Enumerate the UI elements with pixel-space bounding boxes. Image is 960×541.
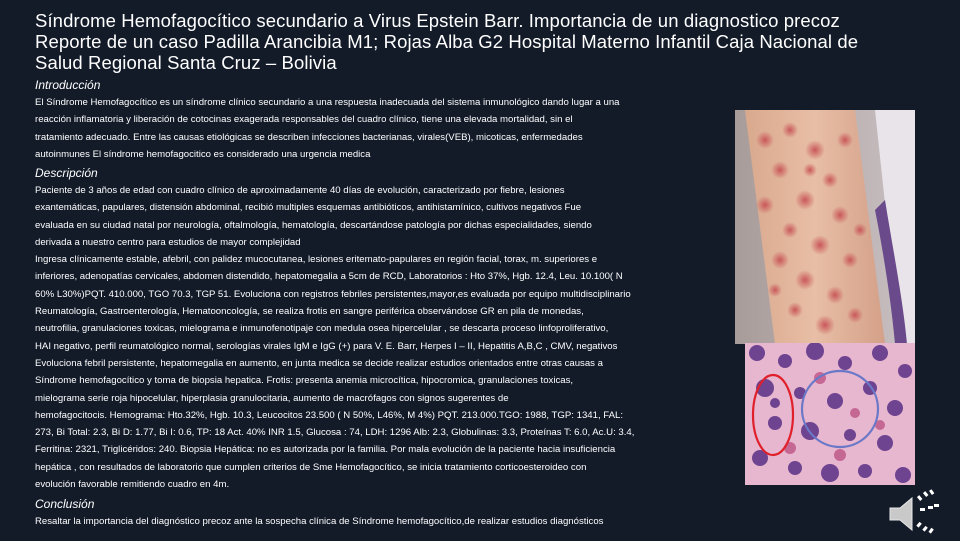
description-line: Reumatología, Gastroenterología, Hematooncología, se realiza frotis en sangre periférica observándose GR en pila de monedas, bbox=[35, 306, 584, 318]
title-line-2: Reporte de un caso Padilla Arancibia M1; Rojas Alba G2 Hospital Materno Infantil Caja Nacional de bbox=[35, 31, 859, 52]
skin-rash-photo bbox=[735, 110, 915, 344]
description-line: evaluada en su ciudad natal por neurología, oftalmología, hematología, descartándose patología por dichas especialidades, siendo bbox=[35, 219, 592, 231]
intro-text bbox=[35, 94, 620, 163]
description-line: neutrofilia, granulaciones toxicas, mielograma e inmunofenotipaje con medula osea hipercelular , se descarta proceso linfoproliferativo, bbox=[35, 323, 609, 335]
description-line: hepática , con resultados de laboratorio que cumplen criterios de Sme Hemofagocítico, se inicia tratamiento corticoesteroideo con bbox=[35, 461, 587, 473]
description-line: inferiores, adenopatías cervicales, abdomen distendido, hepatomegalia a 5cm de RCD, Laboratorios : Hto 37%, Hgb. 12.4, Leu. 10.100( N bbox=[35, 271, 623, 283]
description-line: Ingresa clínicamente estable, afebril, con palidez mucocutanea, lesiones eritemato-papulares en región facial, torax, m. superiores e bbox=[35, 254, 598, 266]
description-line: hemofagocitocis. Hemograma: Hto.32%, Hgb. 10.3, Leucocitos 23.500 ( N 50%, L46%, M 4%) PQT. 213.000.TGO: 1988, TGP: 1341, FAL: bbox=[35, 409, 624, 421]
conclusion-line: Resaltar la importancia del diagnóstico precoz ante la sospecha clínica de Síndrome hemofagocítico,de realizar estudios diagnósticos bbox=[35, 516, 604, 527]
description-line: HAI negativo, perfil reumatológico normal, serologías virales IgM e IgG (+) para V. E. Barr, Herpes I – II, Hepatitis A,B,C , CMV, negativos bbox=[35, 340, 618, 352]
intro-heading: Introducción bbox=[35, 78, 101, 92]
description-line: derivada a nuestro centro para estudios de mayor complejidad bbox=[35, 236, 301, 248]
intro-line: El Síndrome Hemofagocítico es un síndrome clínico secundario a una respuesta inadecuada del sistema inmunológico dando lugar a una bbox=[35, 97, 620, 108]
intro-line: tratamiento adecuado. Entre las causas etiológicas se describen infecciones bacterianas, virales(VEB), micoticas, enfermedades bbox=[35, 131, 583, 143]
description-line: 273, Bi Total: 2.3, Bi D: 1.77, Bi I: 0.6, TP: 18 Act. 40% INR 1.5, Glucosa : 74, LDH: 1296 Alb: 2.3, Globulinas: 3.3, Proteínas T: 6.0, Ac.U: 3.4, bbox=[35, 427, 635, 439]
speaker-icon[interactable] bbox=[884, 488, 942, 536]
description-line: 60% L30%)PQT. 410.000, TGO 70.3, TGP 51. Evoluciona con registros febriles persistentes,mayor,es evaluada por equipo multidisciplinario bbox=[35, 288, 631, 300]
conclusion-text bbox=[35, 513, 603, 530]
description-line: Paciente de 3 años de edad con cuadro clínico de aproximadamente 40 días de evolución, caracterizado por fiebre, lesiones bbox=[35, 185, 565, 196]
description-line: Ferritina: 2321, Triglicéridos: 240. Biopsia Hepática: no es autorizada por la familia. Por mala evolución de la paciente hacia insuficiencia bbox=[35, 444, 616, 456]
title-line-3: Salud Regional Santa Cruz – Bolivia bbox=[35, 52, 337, 73]
intro-line: autoinmunes El síndrome hemofagocitico es considerado una urgencia medica bbox=[35, 148, 371, 160]
conclusion-heading: Conclusión bbox=[35, 497, 95, 511]
description-line: Evoluciona febril persistente, hepatomegalia en aumento, en junta medica se decide realizar estudios orientados entre otras causas a bbox=[35, 357, 603, 369]
description-line: exantemáticas, papulares, distensión abdominal, recibió multiples esquemas antibióticos, antihistamínico, cultivos negativos Fue bbox=[35, 202, 582, 214]
poster-title bbox=[35, 10, 935, 73]
description-heading: Descripción bbox=[35, 166, 98, 180]
description-line: mielograma serie roja hipocelular, hiperplasia granulocitaria, aumento de macrófagos con signos sugerentes de bbox=[35, 392, 509, 404]
description-line: evolución favorable remitiendo cuadro en 4m. bbox=[35, 479, 230, 491]
title-line-1: Síndrome Hemofagocítico secundario a Virus Epstein Barr. Importancia de un diagnostico precoz bbox=[35, 10, 840, 31]
description-text bbox=[35, 182, 634, 493]
intro-line: reacción inflamatoria y liberación de cotocinas exagerada responsables del cuadro clínico, tiene una elevada mortalidad, sin el bbox=[35, 114, 573, 126]
bone-marrow-micrograph bbox=[745, 343, 915, 485]
description-line: Síndrome hemofagocítico y toma de biopsia hepatica. Frotis: presenta anemia microcítica, hipocromica, granulaciones toxicas, bbox=[35, 375, 574, 387]
